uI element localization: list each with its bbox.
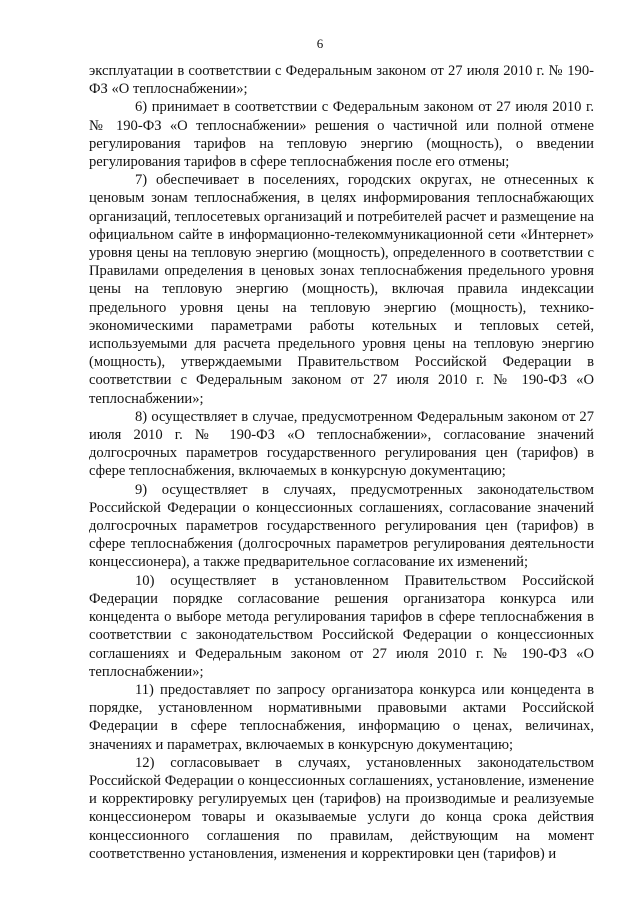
document-body xyxy=(89,62,594,863)
paragraph-item-6: 6) принимает в соответствии с Федеральным законом от 27 июля 2010 г. № 190-ФЗ «О теплоснабжении» решения о частичной или полной отмене регулирования тарифов на тепловую энергию (мощность), о введении регулирования тарифов в сфере теплоснабжения после его отмены; xyxy=(89,99,594,171)
paragraph-item-7: 7) обеспечивает в поселениях, городских округах, не отнесенных к ценовым зонам теплоснабжения, в целях информирования теплоснабжающих организаций, теплосетевых организаций и потребителей расчет и размещение на официальном сайте в информационно-телекоммуникационной сети «Интернет» уровня цены на тепловую энергию (мощность), определенного в соответствии с Правилами определения в ценовых зонах теплоснабжения предельного уровня цены на тепловую энергию (мощность), включая правила индексации предельного уровня цены на тепловую энергию (мощность), технико-экономическими параметрами работы котельных и тепловых сетей, используемыми для расчета предельного уровня цены на тепловую энергию (мощность), утверждаемыми Правительством Российской Федерации в соответствии с Федеральным законом от 27 июля 2010 г. № 190-ФЗ «О теплоснабжении»; xyxy=(89,172,594,407)
paragraph-item-11: 11) предоставляет по запросу организатора конкурса или концедента в порядке, установленном нормативными правовыми актами Российской Федерации в сфере теплоснабжения, информацию о ценах, величинах, значениях и параметрах, включаемых в конкурсную документацию; xyxy=(89,681,594,753)
paragraph-item-9: 9) осуществляет в случаях, предусмотренных законодательством Российской Федерации о концессионных соглашениях, согласование значений долгосрочных параметров государственного регулирования цен (тарифов) в сфере теплоснабжения (долгосрочных параметров регулирования деятельности концессионера), а также предварительное согласование их изменений; xyxy=(89,481,594,571)
paragraph-continuation: эксплуатации в соответствии с Федеральным законом от 27 июля 2010 г. № 190-ФЗ «О теплоснабжении»; xyxy=(89,63,594,98)
paragraph-item-8: 8) осуществляет в случае, предусмотренном Федеральным законом от 27 июля 2010 г. № 190-ФЗ «О теплоснабжении», согласование значений долгосрочных параметров государственного регулирования цен (тарифов) в сфере теплоснабжения, включаемых в конкурсную документацию; xyxy=(89,408,594,480)
page-number: 6 xyxy=(316,36,324,51)
paragraph-item-12: 12) согласовывает в случаях, установленных законодательством Российской Федерации о концессионных соглашениях, установление, изменение и корректировку регулируемых цен (тарифов) на производимые и реализуемые концессионером товары и оказываемые услуги до конца срока действия концессионного соглашения по правилам, действующим на момент соответственно установления, изменения и корректировки цен (тарифов) и xyxy=(89,754,594,862)
paragraph-item-10: 10) осуществляет в установленном Правительством Российской Федерации порядке согласование решения организатора конкурса или концедента о выборе метода регулирования тарифов в сфере теплоснабжения в соответствии с законодательством Российской Федерации о концессионных соглашениях и Федеральным законом от 27 июля 2010 г. № 190-ФЗ «О теплоснабжении»; xyxy=(89,572,594,680)
